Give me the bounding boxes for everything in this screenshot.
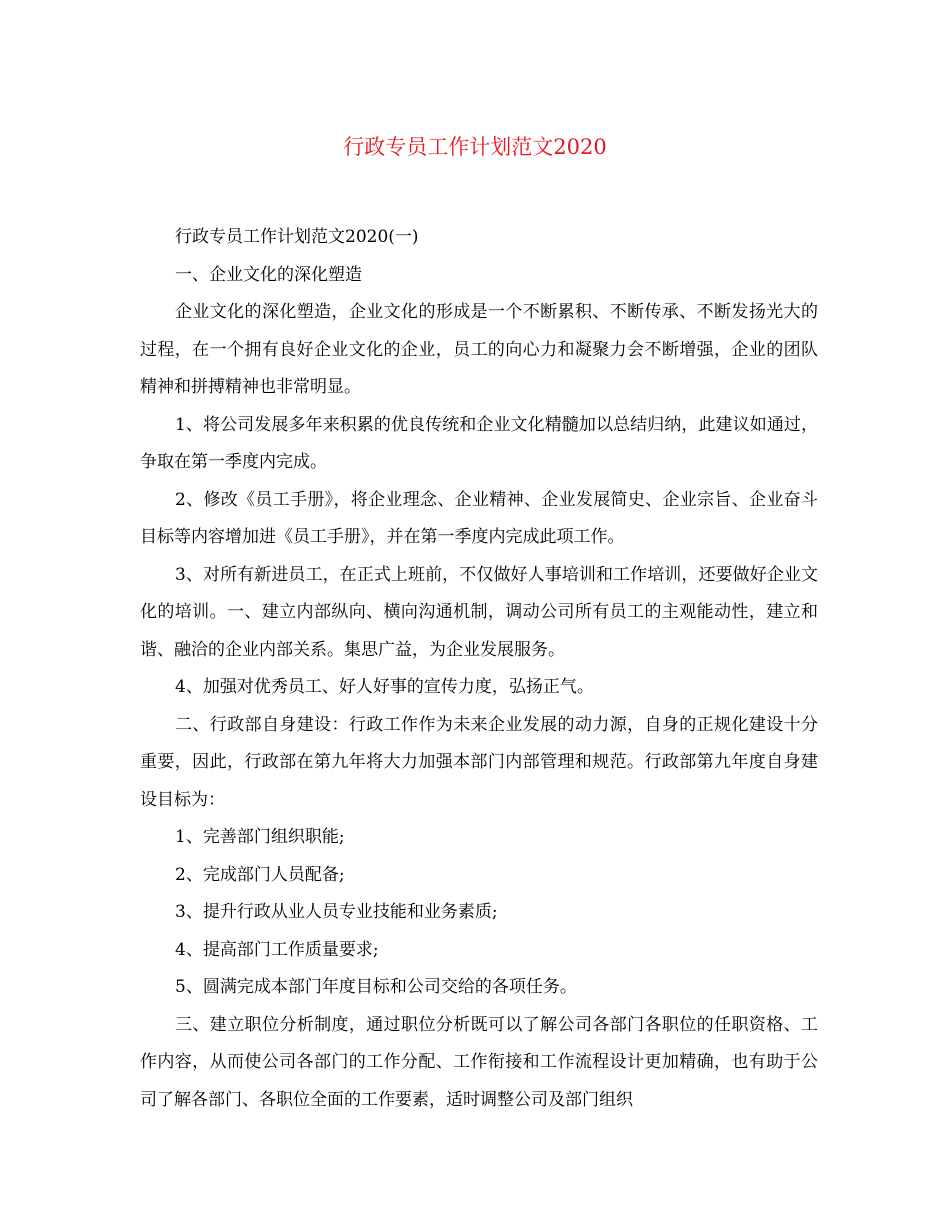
list-item-goal-5: 5、圆满完成本部门年度目标和公司交给的各项任务。	[175, 977, 577, 997]
paragraph-heading-one: 行政专员工作计划范文2020(一)	[175, 227, 419, 247]
list-item-culture-2: 2、修改《员工手册》，将企业理念、企业精神、企业发展简史、企业宗旨、企业奋斗目标等内容增加进《员工手册》，并在第一季度内完成此项工作。	[140, 489, 818, 547]
section-heading-culture: 一、企业文化的深化塑造	[175, 264, 362, 285]
list-item-goal-4: 4、提高部门工作质量要求;	[175, 939, 379, 960]
list-item-goal-3: 3、提升行政从业人员专业技能和业务素质;	[175, 902, 498, 922]
section-job-analysis: 三、建立职位分析制度，通过职位分析既可以了解公司各部门各职位的任职资格、工作内容，从而使公司各部门的工作分配、工作衔接和工作流程设计更加精确，也有助于公司了解各部门、各职位全面的工作要素，适时调整公司及部门组织	[140, 1014, 818, 1110]
list-item-culture-3: 3、对所有新进员工，在正式上班前，不仅做好人事培训和工作培训，还要做好企业文化的培训。一、建立内部纵向、横向沟通机制，调动公司所有员工的主观能动性，建立和谐、融洽的企业内部关系。集思广益，为企业发展服务。	[140, 564, 818, 660]
list-item-goal-2: 2、完成部门人员配备;	[175, 864, 345, 885]
list-item-culture-4: 4、加强对优秀员工、好人好事的宣传力度，弘扬正气。	[175, 677, 594, 697]
document-title: 行政专员工作计划范文2020	[343, 135, 607, 159]
list-item-culture-1: 1、将公司发展多年来积累的优良传统和企业文化精髓加以总结归纳，此建议如通过，争取在第一季度内完成。	[140, 414, 818, 472]
section-admin-self-building: 二、行政部自身建设：行政工作作为未来企业发展的动力源，自身的正规化建设十分重要，因此，行政部在第九年将大力加强本部门内部管理和规范。行政部第九年度自身建设目标为：	[140, 714, 818, 810]
document-body	[140, 219, 818, 1119]
list-item-goal-1: 1、完善部门组织职能;	[175, 827, 345, 847]
paragraph-culture-intro: 企业文化的深化塑造，企业文化的形成是一个不断累积、不断传承、不断发扬光大的过程，在一个拥有良好企业文化的企业，员工的向心力和凝聚力会不断增强，企业的团队精神和拼搏精神也非常明显。	[140, 302, 818, 397]
